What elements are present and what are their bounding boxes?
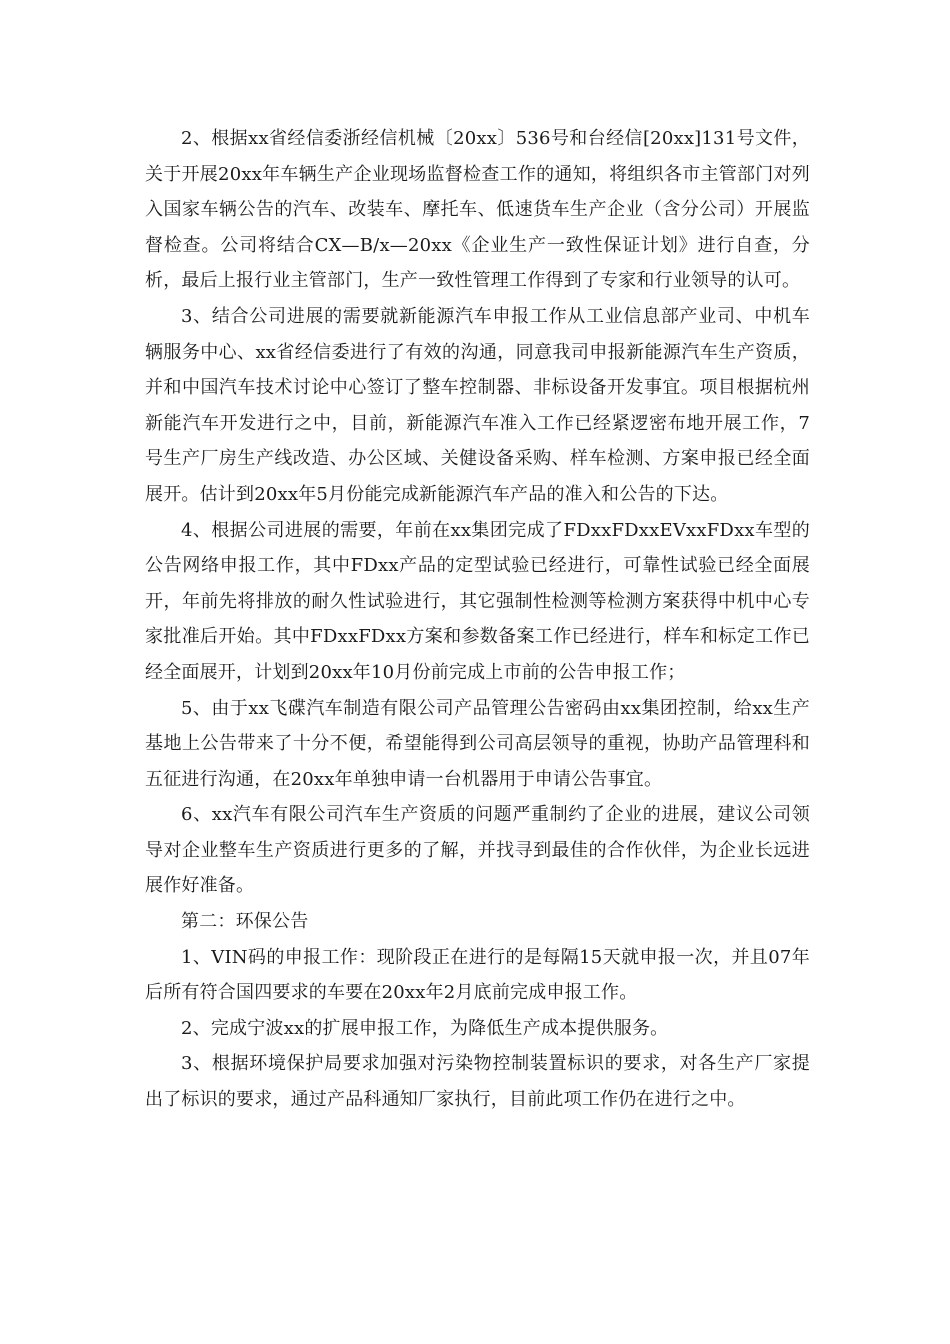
- document-body: [145, 121, 810, 1118]
- paragraph-item-5: 5、由于xx飞碟汽车制造有限公司产品管理公告密码由xx集团控制，给xx生产基地上公告带来了十分不便，希望能得到公司高层领导的重视，协助产品管理科和五征进行沟通，在20xx年单独申请一台机器用于申请公告事宜。: [145, 697, 810, 790]
- section-heading: 第二：环保公告: [181, 911, 309, 933]
- paragraph-env-3: 3、根据环境保护局要求加强对污染物控制装置标识的要求，对各生产厂家提出了标识的要求，通过产品科通知厂家执行，目前此项工作仍在进行之中。: [145, 1053, 810, 1111]
- paragraph-env-1: 1、VIN码的申报工作：现阶段正在进行的是每隔15天就申报一次，并且07年后所有符合国四要求的车要在20xx年2月底前完成申报工作。: [145, 946, 810, 1004]
- paragraph-item-4: 4、根据公司进展的需要，年前在xx集团完成了FDxxFDxxEVxxFDxx车型的公告网络申报工作，其中FDxx产品的定型试验已经进行，可靠性试验已经全面展开，年前先将排放的耐久性试验进行，其它强制性检测等检测方案获得中机中心专家批准后开始。其中FDxxFDxx方案和参数备案工作已经进行，样车和标定工作已经全面展开，计划到20xx年10月份前完成上市前的公告申报工作；: [145, 519, 810, 683]
- paragraph-item-3: 3、结合公司进展的需要就新能源汽车申报工作从工业信息部产业司、中机车辆服务中心、xx省经信委进行了有效的沟通，同意我司申报新能源汽车生产资质，并和中国汽车技术讨论中心签订了整车控制器、非标设备开发事宜。项目根据杭州新能汽车开发进行之中，目前，新能源汽车准入工作已经紧逻密布地开展工作，7号生产厂房生产线改造、办公区域、关健设备采购、样车检测、方案申报已经全面展开。估计到20xx年5月份能完成新能源汽车产品的准入和公告的下达。: [145, 305, 810, 505]
- paragraph-item-2: 2、根据xx省经信委浙经信机械〔20xx〕536号和台经信[20xx]131号文件，关于开展20xx年车辆生产企业现场监督检查工作的通知，将组织各市主管部门对列入国家车辆公告的汽车、改装车、摩托车、低速货车生产企业（含分公司）开展监督检查。公司将结合CX—B/x—20xx《企业生产一致性保证计划》进行自查，分析，最后上报行业主管部门，生产一致性管理工作得到了专家和行业领导的认可。: [145, 128, 810, 292]
- paragraph-env-2: 2、完成宁波xx的扩展申报工作，为降低生产成本提供服务。: [181, 1017, 669, 1039]
- paragraph-item-6: 6、xx汽车有限公司汽车生产资质的问题严重制约了企业的进展，建议公司领导对企业整车生产资质进行更多的了解，并找寻到最佳的合作伙伴，为企业长远进展作好准备。: [145, 804, 810, 897]
